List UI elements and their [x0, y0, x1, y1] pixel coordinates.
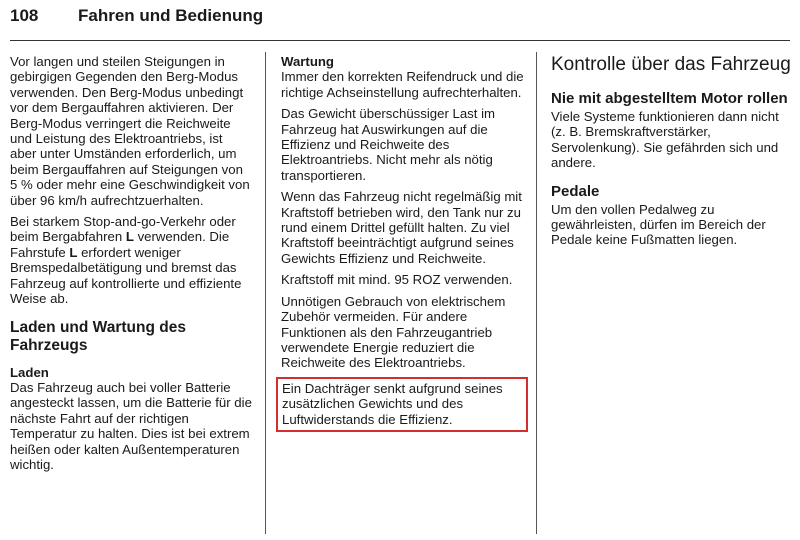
text-run: verwenden. Die Fahrstufe [10, 229, 230, 260]
paragraph-zubehoer: Unnötigen Gebrauch von elektrischem Zubehör vermeiden. Für andere Funktionen als den Fahrzeugantrieb verwendete Energie reduziert die Reichweite des Elektroantriebs. [281, 293, 506, 371]
section-heading-laden-wartung: Laden und Wartung des Fahrzeugs [10, 318, 186, 354]
subheading-wartung: Wartung [281, 54, 334, 69]
paragraph-stop-and-go [10, 214, 252, 306]
paragraph-pedale: Um den vollen Pedalweg zu gewährleisten, dürfen im Bereich der Pedale keine Fußmatten liegen. [551, 201, 766, 248]
subheading-laden: Laden [10, 364, 49, 380]
text-run: erfordert weniger Bremspedalbetätigung und bremst das Fahrzeug auf kontrollierte und effiziente Weise ab. [10, 244, 242, 307]
column-right [551, 54, 791, 254]
paragraph-reifendruck: Immer den korrekten Reifendruck und die richtige Achseinstellung aufrechterhalten. [281, 69, 524, 100]
section-heading-kontrolle: Kontrolle über das Fahrzeug [551, 54, 791, 75]
column-left [10, 54, 252, 478]
column-divider [536, 52, 537, 534]
paragraph-roz: Kraftstoff mit mind. 95 ROZ verwenden. [281, 272, 513, 288]
page-number: 108 [10, 6, 39, 25]
paragraph-gewicht: Das Gewicht überschüssiger Last im Fahrzeug hat Auswirkungen auf die Effizienz und Reichweite des Elektroantriebs. Nicht mehr als nötig transportieren. [281, 106, 496, 183]
subheading-pedale: Pedale [551, 182, 600, 200]
paragraph-systeme: Viele Systeme funktionieren dann nicht (z. B. Bremskraftverstärker, Servolenkung). Sie gefährden sich und andere. [551, 109, 779, 171]
header-rule [10, 40, 790, 41]
column-middle [281, 54, 526, 432]
subheading-motor-rollen: Nie mit abgestelltem Motor rollen [551, 90, 788, 107]
highlighted-note-dachtraeger: Ein Dachträger senkt aufgrund seines zusätzlichen Gewichts und des Luftwiderstands die Effizienz. [276, 377, 528, 432]
gear-l-label: L [125, 229, 134, 245]
page-title: Fahren und Bedienung [78, 6, 264, 25]
page-header [10, 6, 790, 36]
column-divider [265, 52, 266, 534]
paragraph-kraftstoff-tank: Wenn das Fahrzeug nicht regelmäßig mit Kraftstoff betrieben wird, den Tank nur zu rund einem Drittel gefüllt halten. Zu viel Kraftstoff beeinträchtigt aufgrund seines Gewichts Effizienz und Reichweite. [281, 189, 522, 266]
gear-l-label: L [69, 244, 78, 260]
text-run: Bei starkem Stop-and-go-Verkehr oder beim Bergabfahren [10, 214, 236, 245]
paragraph-laden: Das Fahrzeug auch bei voller Batterie angesteckt lassen, um die Batterie für die nächste Fahrt auf der richtigen Temperatur zu halten. Dies ist bei extrem heißen oder kalten Außentemperaturen wichtig. [10, 379, 252, 472]
paragraph-berg-modus: Vor langen und steilen Steigungen in gebirgigen Gegenden den Berg-Modus verwenden. Den Berg-Modus unbedingt vor dem Bergauffahren aktivieren. Der Berg-Modus verringert die Reichweite und Leistung des Elektroantriebs, ist aber unter Umständen erforderlich, um beim Bergauffahren auf Steigungen von 5 % oder mehr eine Geschwindigkeit von über 96 km/h aufrechtzuerhalten. [10, 54, 250, 208]
